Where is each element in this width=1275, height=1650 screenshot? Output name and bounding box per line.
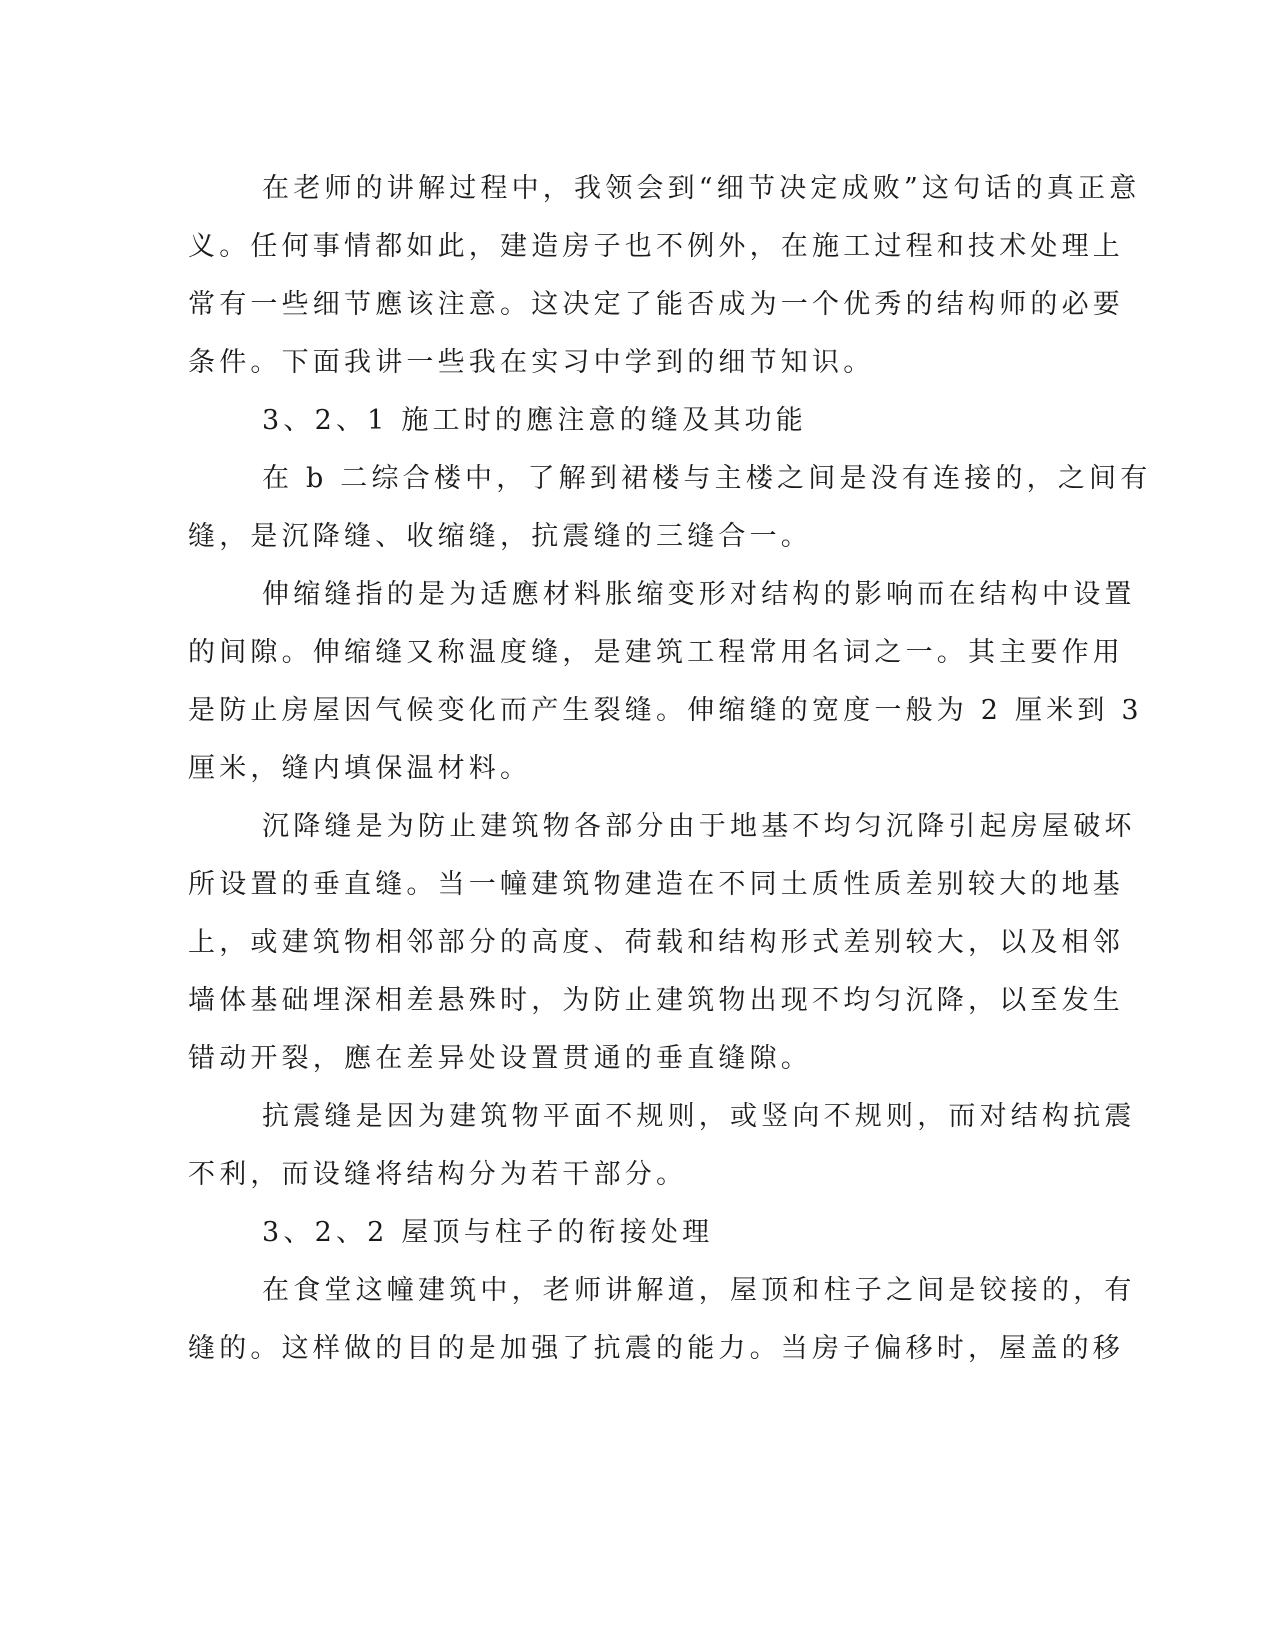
paragraph-line: 伸缩缝指的是为适應材料胀缩变形对结构的影响而在结构中设置 bbox=[262, 579, 1136, 610]
paragraph-line: 不利，而设缝将结构分为若干部分。 bbox=[188, 1159, 688, 1190]
paragraph-line: 缝的。这样做的目的是加强了抗震的能力。当房子偏移时，屋盖的移 bbox=[188, 1333, 1124, 1364]
paragraph-line: 所设置的垂直缝。当一幢建筑物建造在不同土质性质差别较大的地基 bbox=[188, 869, 1124, 900]
paragraph-line: 厘米，缝内填保温材料。 bbox=[188, 753, 532, 784]
paragraph-line: 错动开裂，應在差异处设置贯通的垂直缝隙。 bbox=[188, 1043, 812, 1074]
section-heading: 3、2、2 屋顶与柱子的衔接处理 bbox=[262, 1217, 714, 1248]
paragraph-line: 是防止房屋因气候变化而产生裂缝。伸缩缝的宽度一般为 2 厘米到 3 bbox=[188, 695, 1143, 726]
paragraph-line: 沉降缝是为防止建筑物各部分由于地基不均匀沉降引起房屋破坏 bbox=[262, 811, 1136, 842]
paragraph-line: 墙体基础埋深相差悬殊时，为防止建筑物出现不均匀沉降，以至发生 bbox=[188, 985, 1124, 1016]
paragraph-line: 义。任何事情都如此，建造房子也不例外，在施工过程和技术处理上 bbox=[188, 231, 1124, 262]
paragraph-line: 在食堂这幢建筑中，老师讲解道，屋顶和柱子之间是铰接的，有 bbox=[262, 1275, 1136, 1306]
paragraph-line: 在 b 二综合楼中，了解到裙楼与主楼之间是没有连接的，之间有 bbox=[262, 463, 1152, 494]
paragraph-line: 的间隙。伸缩缝又称温度缝，是建筑工程常用名词之一。其主要作用 bbox=[188, 637, 1124, 668]
paragraph-line: 条件。下面我讲一些我在实习中学到的细节知识。 bbox=[188, 347, 875, 378]
paragraph-line: 上，或建筑物相邻部分的高度、荷载和结构形式差别较大，以及相邻 bbox=[188, 927, 1124, 958]
section-heading: 3、2、1 施工时的應注意的缝及其功能 bbox=[262, 405, 807, 436]
paragraph-line: 抗震缝是因为建筑物平面不规则，或竖向不规则，而对结构抗震 bbox=[262, 1101, 1136, 1132]
paragraph-line: 在老师的讲解过程中，我领会到“细节决定成败”这句话的真正意 bbox=[262, 173, 1141, 204]
paragraph-line: 缝，是沉降缝、收缩缝，抗震缝的三缝合一。 bbox=[188, 521, 812, 552]
paragraph-line: 常有一些细节應该注意。这决定了能否成为一个优秀的结构师的必要 bbox=[188, 289, 1124, 320]
